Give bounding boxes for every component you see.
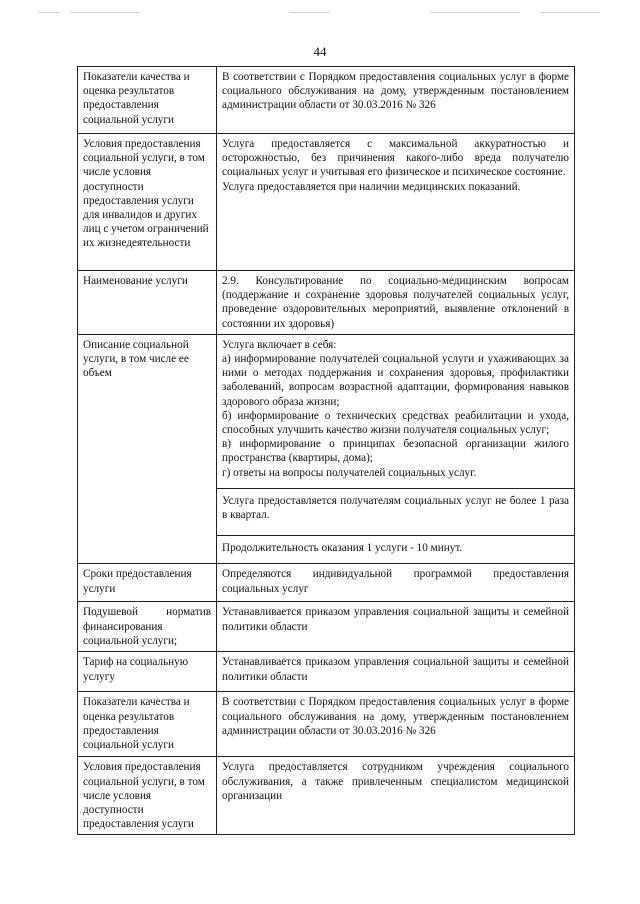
content-paragraph: Услуга предоставляется при наличии медицинских показаний.: [222, 180, 521, 193]
row-label: Показатели качества и оценка результатов предоставления социальной услуги: [78, 67, 217, 134]
row-label: Наименование услуги: [78, 271, 217, 335]
row-label: Сроки предоставления услуги: [78, 564, 217, 602]
row-label: Тариф на социальную услугу: [78, 652, 217, 692]
row-content: [217, 334, 575, 564]
table-row: [78, 692, 575, 757]
content-paragraph: г) ответы на вопросы получателей социальных услуг.: [222, 466, 477, 479]
content-paragraph: в) информирование о принципах безопасной организации жилого пространства (квартиры, дома);: [222, 438, 569, 465]
row-content: В соответствии с Порядком предоставления социальных услуг в форме социального обслуживания на дому, утвержденным постановлением администрации области от 30.03.2016 № 326: [217, 692, 575, 757]
table-row: [78, 757, 575, 835]
page-number: 44: [313, 44, 327, 59]
row-content: В соответствии с Порядком предоставления социальных услуг в форме социального обслуживания на дому, утвержденным постановлением администрации области от 30.03.2016 № 326: [217, 67, 575, 134]
content-paragraph: а) информирование получателей социальной услуги и ухаживающих за ними о методах поддержания и сохранения здоровья, профилактики заболеваний, вопросам возрастной адаптации, формирования навыков здорового образа жизни;: [222, 353, 569, 408]
row-label: Подушевой норматив финансирования социальной услуги;: [78, 602, 217, 652]
table-row: [78, 134, 575, 271]
row-content: 2.9. Консультирование по социально-медицинским вопросам (поддержание и сохранение здоровья получателей социальных услуг, проведение оздоровительных мероприятий, выявление отклонений в состоянии их здоровья): [217, 271, 575, 335]
scan-artifact-line: [70, 12, 140, 13]
table-row: [78, 602, 575, 652]
row-content: Определяются индивидуальной программой предоставления социальных услуг: [217, 564, 575, 602]
table-row: [78, 334, 575, 564]
content-paragraph: б) информирование о технических средствах реабилитации и ухода, способных улучшить качество жизни получателя социальных услуг;: [222, 409, 569, 437]
row-label: Условия предоставления социальной услуги, в том числе условия доступности предоставления услуги: [78, 757, 217, 835]
scan-artifact-line: [290, 12, 330, 13]
table-row: [78, 652, 575, 692]
row-label: Условия предоставления социальной услуги, в том числе условия доступности предоставления услуги для инвалидов и других лиц с учетом ограничений их жизнедеятельности: [78, 134, 217, 271]
table-row: [78, 67, 575, 134]
table-row: [78, 271, 575, 335]
frequency-subcell: Услуга предоставляется получателям социальных услуг не более 1 раза в квартал.: [217, 488, 574, 527]
table-row: [78, 564, 575, 602]
row-label: Показатели качества и оценка результатов предоставления социальной услуги: [78, 692, 217, 757]
content-paragraph: Услуга предоставляется с максимальной аккуратностью и осторожностью, без причинения какого-либо вреда получателю социальных услуг и учитывая его физическое и психическое состояние.: [222, 138, 569, 179]
row-content: [217, 134, 575, 271]
service-description-table: [77, 66, 575, 835]
scan-artifact-line: [430, 12, 520, 13]
scan-artifact-line: [540, 12, 600, 13]
row-content: Устанавливается приказом управления социальной защиты и семейной политики области: [217, 652, 575, 692]
content-paragraph: Услуга включает в себя:: [222, 338, 337, 351]
duration-subcell: Продолжительность оказания 1 услуги - 10 минут.: [217, 535, 574, 560]
row-content: Устанавливается приказом управления социальной защиты и семейной политики области: [217, 602, 575, 652]
row-label: Описание социальной услуги, в том числе ее объем: [78, 334, 217, 564]
row-content: Услуга предоставляется сотрудником учреждения социального обслуживания, а также привлеченным специалистом медицинской организации: [217, 757, 575, 835]
scan-artifact-line: [38, 12, 60, 13]
